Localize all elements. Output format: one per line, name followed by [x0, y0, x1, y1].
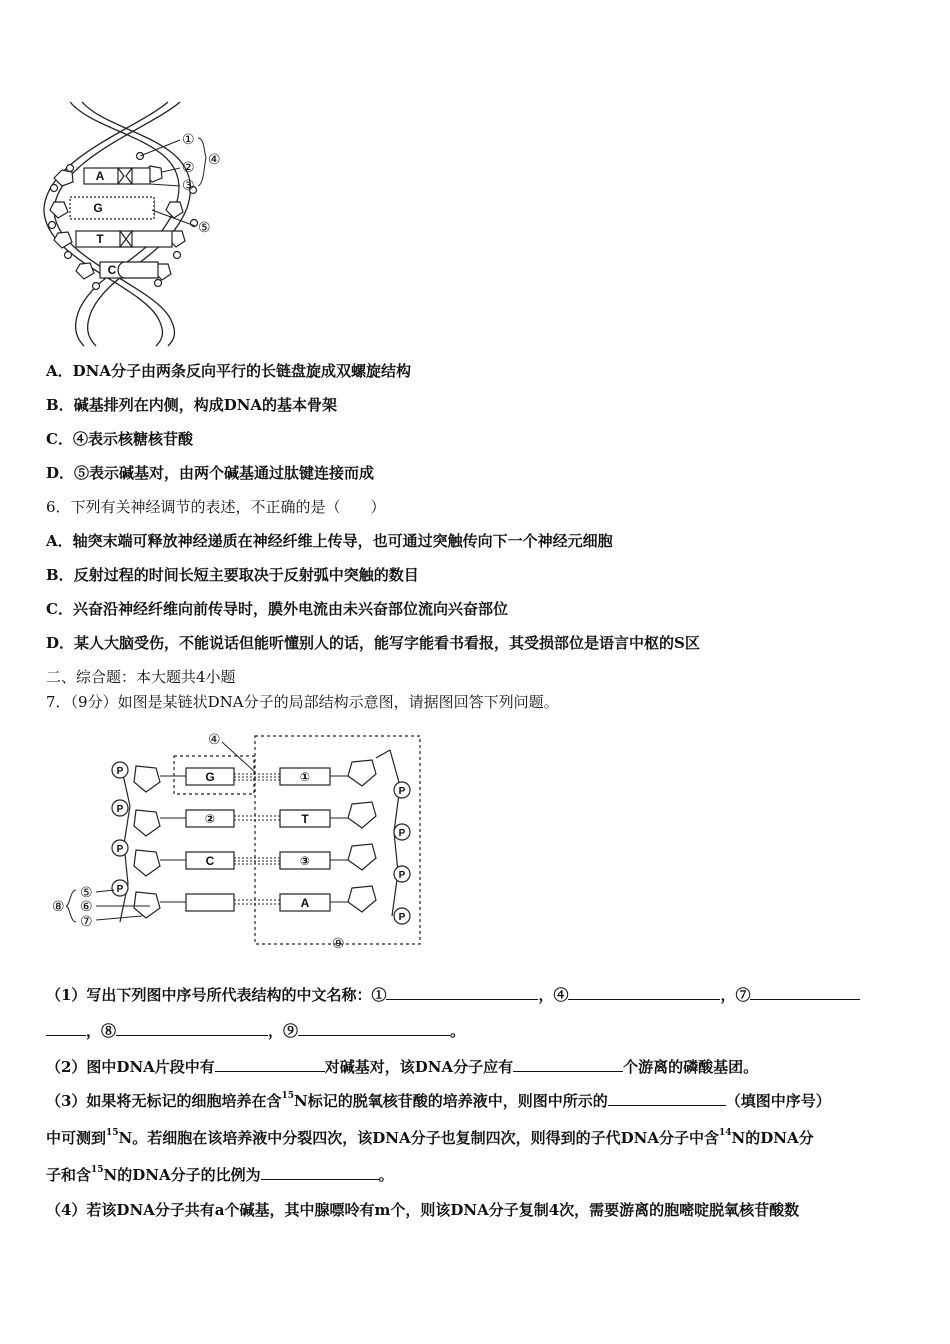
answer-blank[interactable] — [568, 985, 720, 1000]
q5-option-b: B．碱基排列在内侧，构成DNA的基本骨架 — [46, 396, 338, 414]
dna-fragment-figure — [50, 722, 430, 954]
left-base-2: ② — [204, 812, 216, 826]
q5-option-a: A．DNA分子由两条反向平行的长链盘旋成双螺旋结构 — [46, 362, 411, 380]
answer-blank[interactable] — [298, 1021, 450, 1036]
q7-part1-line1: （1）写出下列图中序号所代表结构的中文名称：① ，④ ，⑦ — [46, 985, 860, 1005]
phosphate-label: P — [116, 766, 124, 777]
q6-option-b: B．反射过程的时间长短主要取决于反射弧中突触的数目 — [46, 566, 419, 584]
base-a-label: A — [95, 169, 105, 183]
label-5: ⑤ — [80, 884, 93, 900]
q5-option-c: C．④表示核糖核苷酸 — [46, 430, 193, 448]
answer-blank[interactable] — [261, 1165, 379, 1180]
answer-blank[interactable] — [46, 1021, 86, 1036]
phosphate-label: P — [116, 844, 124, 855]
answer-blank[interactable] — [750, 985, 860, 1000]
label-3: ③ — [182, 177, 195, 193]
phosphate-label: P — [398, 828, 406, 839]
q6-option-c: C．兴奋沿神经纤维向前传导时，膜外电流由未兴奋部位流向兴奋部位 — [46, 600, 508, 618]
q6-option-d: D．某人大脑受伤，不能说话但能听懂别人的话，能写字能看书看报，其受损部位是语言中枢的S区 — [46, 634, 700, 652]
left-base-c: C — [205, 854, 215, 868]
label-8: ⑧ — [52, 898, 65, 914]
base-t-label: T — [96, 232, 104, 246]
answer-blank[interactable] — [116, 1021, 268, 1036]
q5-option-d: D．⑤表示碱基对，由两个碱基通过肽键连接而成 — [46, 464, 375, 482]
q7-stem: 7．（9分）如图是某链状DNA分子的局部结构示意图，请据图回答下列问题。 — [46, 693, 559, 711]
label-7: ⑦ — [80, 913, 93, 929]
phosphate-label: P — [398, 870, 406, 881]
base-c-label: C — [107, 263, 117, 277]
left-base-g: G — [205, 770, 215, 784]
label-4: ④ — [208, 731, 221, 747]
right-base-3: ③ — [299, 854, 311, 868]
answer-blank[interactable] — [215, 1057, 325, 1072]
right-base-a: A — [300, 896, 310, 910]
right-base-1: ① — [299, 770, 311, 784]
phosphate-label: P — [398, 786, 406, 797]
answer-blank[interactable] — [386, 985, 538, 1000]
q6-stem: 6．下列有关神经调节的表述，不正确的是（ ） — [46, 498, 386, 516]
label-1: ① — [182, 131, 195, 147]
q7-part3-line1: （3）如果将无标记的细胞培养在含$^{15}$N标记的脱氧核苷酸的培养液中，则图中所示的 （填图中序号） — [46, 1091, 831, 1110]
label-5: ⑤ — [198, 219, 211, 235]
q7-part2: （2）图中DNA片段中有 对碱基对，该DNA分子应有 个游离的磷酸基团。 — [46, 1058, 759, 1076]
label-9: ⑨ — [332, 935, 345, 951]
phosphate-label: P — [116, 884, 124, 895]
q7-part3-line2: 中可测到$^{15}$N。若细胞在该培养液中分裂四次，该DNA分子也复制四次，则得到的子代DNA分子中含$^{14}$N的DNA分 — [46, 1128, 814, 1147]
base-g-label: G — [93, 201, 103, 215]
section-heading: 二、综合题：本大题共4小题 — [46, 668, 236, 686]
q6-option-a: A．轴突末端可释放神经递质在神经纤维上传导，也可通过突触传向下一个神经元细胞 — [46, 532, 613, 550]
right-base-t: T — [301, 812, 309, 826]
phosphate-label: P — [116, 804, 124, 815]
answer-blank[interactable] — [608, 1091, 726, 1106]
q7-part4: （4）若该DNA分子共有a个碱基，其中腺嘌呤有m个，则该DNA分子复制4次，需要游离的胞嘧啶脱氧核苷酸数 — [46, 1201, 800, 1219]
phosphate-label: P — [398, 912, 406, 923]
answer-blank[interactable] — [513, 1057, 623, 1072]
label-4: ④ — [208, 151, 221, 167]
q7-part3-line3: 子和含$^{15}$N的DNA分子的比例为 。 — [46, 1165, 394, 1184]
label-2: ② — [182, 159, 195, 175]
dna-helix-figure — [40, 98, 230, 348]
label-6: ⑥ — [80, 898, 93, 914]
q7-part1-line2: ，⑧ ，⑨ 。 — [46, 1021, 465, 1041]
